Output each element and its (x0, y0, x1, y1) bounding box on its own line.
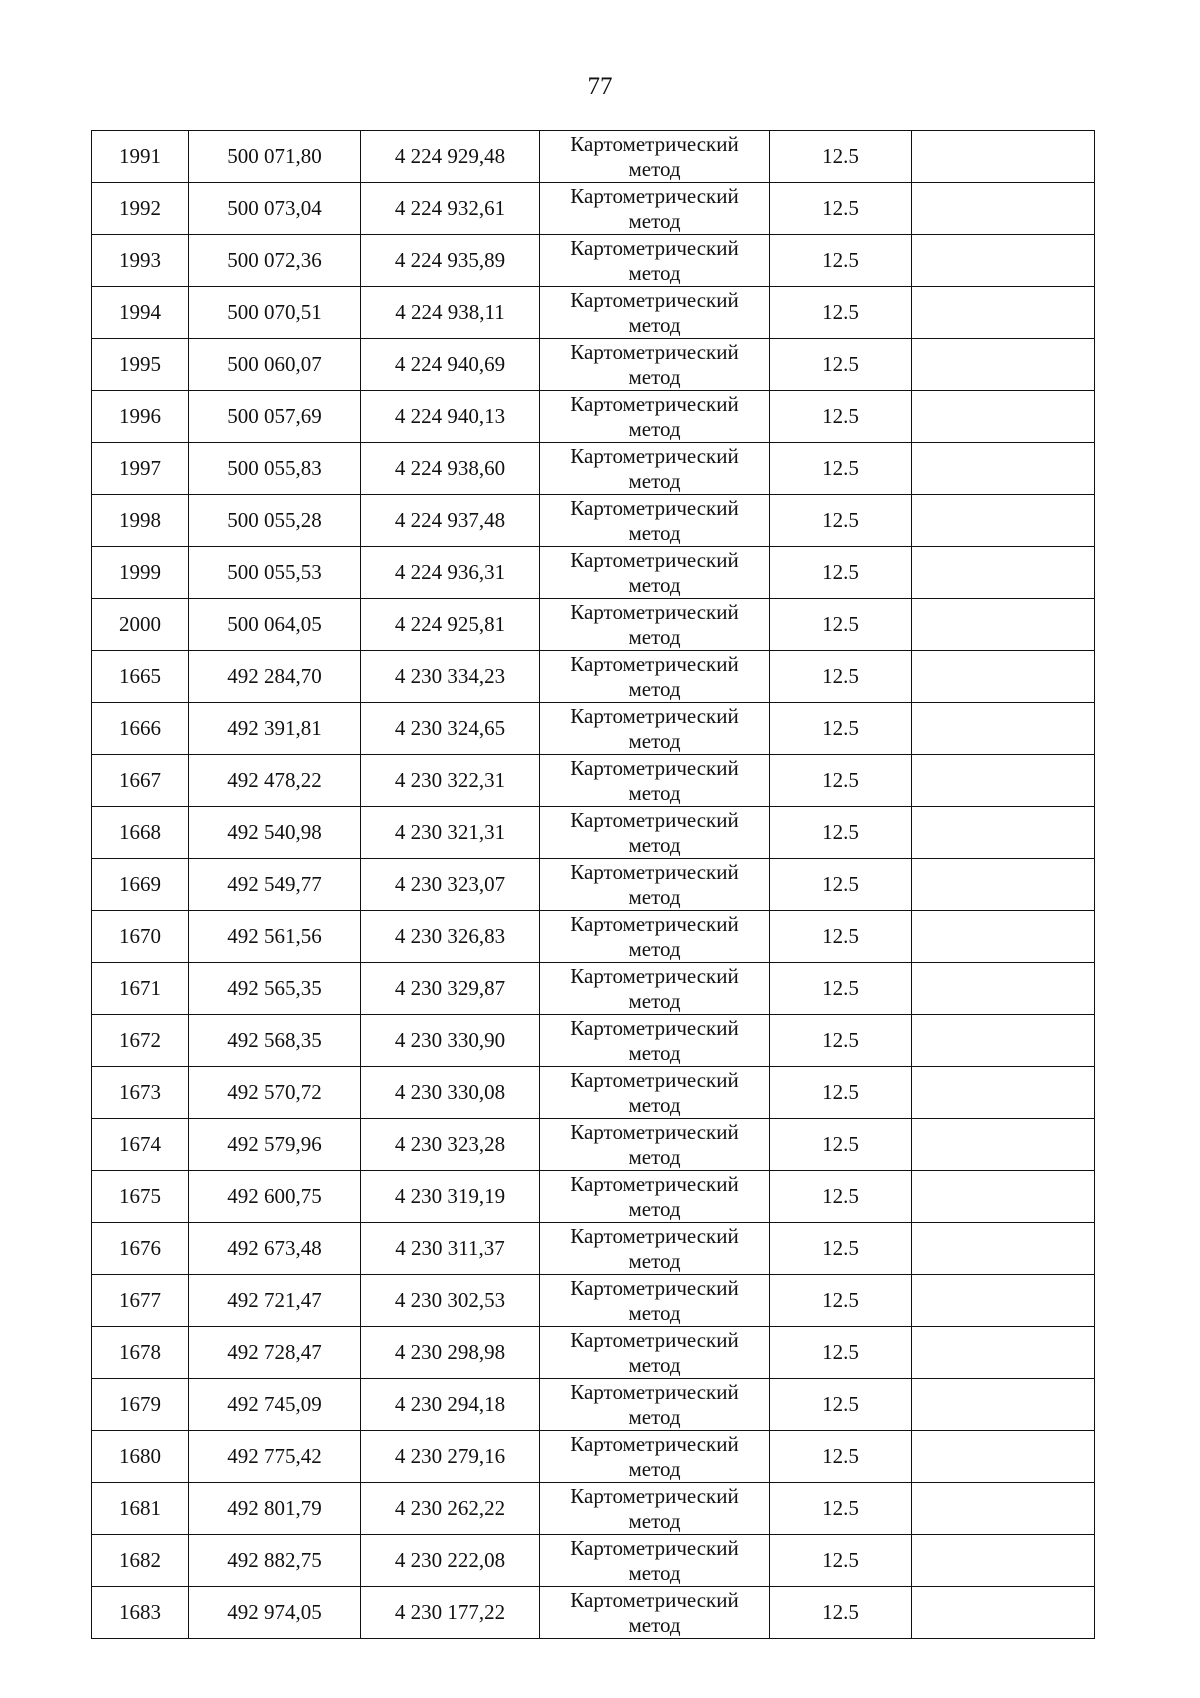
x-coordinate-cell: 492 745,09 (189, 1379, 361, 1431)
accuracy-cell: 12.5 (770, 1119, 912, 1171)
y-coordinate-cell: 4 230 177,22 (361, 1587, 540, 1639)
method-line-2: метод (628, 1248, 681, 1273)
method-line-2: метод (628, 520, 681, 545)
y-coordinate-cell: 4 230 298,98 (361, 1327, 540, 1379)
x-coordinate-cell: 500 072,36 (189, 235, 361, 287)
method-cell (540, 235, 770, 287)
table-row (92, 1067, 1095, 1119)
x-coordinate-cell: 492 284,70 (189, 651, 361, 703)
method-cell (540, 911, 770, 963)
x-coordinate-cell: 492 540,98 (189, 807, 361, 859)
accuracy-cell: 12.5 (770, 1171, 912, 1223)
method-line-1: Картометрический (570, 443, 739, 468)
method-line-2: метод (628, 416, 681, 441)
method-line-1: Картометрический (570, 859, 739, 884)
method-line-1: Картометрический (570, 183, 739, 208)
notes-cell (912, 1015, 1095, 1067)
x-coordinate-cell: 492 882,75 (189, 1535, 361, 1587)
x-coordinate-cell: 492 391,81 (189, 703, 361, 755)
method-cell (540, 1067, 770, 1119)
method-cell (540, 183, 770, 235)
method-line-2: метод (628, 468, 681, 493)
method-cell (540, 391, 770, 443)
point-number-cell: 1992 (92, 183, 189, 235)
y-coordinate-cell: 4 224 936,31 (361, 547, 540, 599)
x-coordinate-cell: 492 728,47 (189, 1327, 361, 1379)
method-line-2: метод (628, 1040, 681, 1065)
method-line-1: Картометрический (570, 963, 739, 988)
method-line-1: Картометрический (570, 547, 739, 572)
point-number-cell: 1679 (92, 1379, 189, 1431)
method-cell (540, 599, 770, 651)
table-row (92, 547, 1095, 599)
accuracy-cell: 12.5 (770, 703, 912, 755)
accuracy-cell: 12.5 (770, 391, 912, 443)
accuracy-cell: 12.5 (770, 1223, 912, 1275)
method-cell (540, 495, 770, 547)
point-number-cell: 1670 (92, 911, 189, 963)
method-line-1: Картометрический (570, 287, 739, 312)
point-number-cell: 1678 (92, 1327, 189, 1379)
notes-cell (912, 651, 1095, 703)
method-line-2: метод (628, 1352, 681, 1377)
notes-cell (912, 235, 1095, 287)
y-coordinate-cell: 4 230 329,87 (361, 963, 540, 1015)
x-coordinate-cell: 492 570,72 (189, 1067, 361, 1119)
point-number-cell: 1669 (92, 859, 189, 911)
table-row (92, 495, 1095, 547)
method-cell (540, 1431, 770, 1483)
method-line-2: метод (628, 936, 681, 961)
method-line-2: метод (628, 780, 681, 805)
x-coordinate-cell: 492 478,22 (189, 755, 361, 807)
method-line-2: метод (628, 884, 681, 909)
method-cell (540, 1483, 770, 1535)
y-coordinate-cell: 4 224 932,61 (361, 183, 540, 235)
notes-cell (912, 911, 1095, 963)
notes-cell (912, 1431, 1095, 1483)
x-coordinate-cell: 500 057,69 (189, 391, 361, 443)
x-coordinate-cell: 500 060,07 (189, 339, 361, 391)
accuracy-cell: 12.5 (770, 183, 912, 235)
table-row (92, 443, 1095, 495)
table-row (92, 1483, 1095, 1535)
method-line-1: Картометрический (570, 651, 739, 676)
notes-cell (912, 1327, 1095, 1379)
accuracy-cell: 12.5 (770, 755, 912, 807)
method-cell (540, 963, 770, 1015)
method-cell (540, 1327, 770, 1379)
point-number-cell: 1999 (92, 547, 189, 599)
method-cell (540, 755, 770, 807)
method-cell (540, 1015, 770, 1067)
point-number-cell: 1677 (92, 1275, 189, 1327)
method-cell (540, 547, 770, 599)
point-number-cell: 1671 (92, 963, 189, 1015)
y-coordinate-cell: 4 230 302,53 (361, 1275, 540, 1327)
table-row (92, 651, 1095, 703)
y-coordinate-cell: 4 230 323,07 (361, 859, 540, 911)
accuracy-cell: 12.5 (770, 1535, 912, 1587)
x-coordinate-cell: 492 721,47 (189, 1275, 361, 1327)
notes-cell (912, 339, 1095, 391)
table-row (92, 1275, 1095, 1327)
x-coordinate-cell: 492 600,75 (189, 1171, 361, 1223)
y-coordinate-cell: 4 230 279,16 (361, 1431, 540, 1483)
y-coordinate-cell: 4 230 294,18 (361, 1379, 540, 1431)
method-line-2: метод (628, 1508, 681, 1533)
method-line-1: Картометрический (570, 391, 739, 416)
point-number-cell: 1683 (92, 1587, 189, 1639)
x-coordinate-cell: 492 568,35 (189, 1015, 361, 1067)
notes-cell (912, 131, 1095, 183)
method-line-1: Картометрический (570, 1587, 739, 1612)
accuracy-cell: 12.5 (770, 1587, 912, 1639)
x-coordinate-cell: 500 070,51 (189, 287, 361, 339)
notes-cell (912, 807, 1095, 859)
notes-cell (912, 599, 1095, 651)
method-line-2: метод (628, 1560, 681, 1585)
y-coordinate-cell: 4 230 222,08 (361, 1535, 540, 1587)
table-row (92, 235, 1095, 287)
method-line-2: метод (628, 572, 681, 597)
method-cell (540, 443, 770, 495)
method-cell (540, 339, 770, 391)
coordinates-table-body (92, 131, 1095, 1639)
notes-cell (912, 1483, 1095, 1535)
accuracy-cell: 12.5 (770, 651, 912, 703)
table-row (92, 287, 1095, 339)
method-line-1: Картометрический (570, 1223, 739, 1248)
table-row (92, 131, 1095, 183)
x-coordinate-cell: 500 073,04 (189, 183, 361, 235)
notes-cell (912, 1067, 1095, 1119)
table-row (92, 1379, 1095, 1431)
method-line-2: метод (628, 1300, 681, 1325)
method-line-2: метод (628, 1612, 681, 1637)
table-row (92, 391, 1095, 443)
method-line-1: Картометрический (570, 1431, 739, 1456)
accuracy-cell: 12.5 (770, 1327, 912, 1379)
point-number-cell: 1668 (92, 807, 189, 859)
method-line-1: Картометрический (570, 1275, 739, 1300)
y-coordinate-cell: 4 230 326,83 (361, 911, 540, 963)
point-number-cell: 1665 (92, 651, 189, 703)
x-coordinate-cell: 492 974,05 (189, 1587, 361, 1639)
notes-cell (912, 859, 1095, 911)
table-row (92, 755, 1095, 807)
point-number-cell: 1675 (92, 1171, 189, 1223)
method-line-1: Картометрический (570, 911, 739, 936)
method-cell (540, 1119, 770, 1171)
x-coordinate-cell: 492 549,77 (189, 859, 361, 911)
table-row (92, 963, 1095, 1015)
table-row (92, 1171, 1095, 1223)
x-coordinate-cell: 500 064,05 (189, 599, 361, 651)
accuracy-cell: 12.5 (770, 235, 912, 287)
table-row (92, 807, 1095, 859)
table-row (92, 339, 1095, 391)
point-number-cell: 1993 (92, 235, 189, 287)
method-cell (540, 1223, 770, 1275)
method-cell (540, 1587, 770, 1639)
method-line-2: метод (628, 624, 681, 649)
method-line-2: метод (628, 260, 681, 285)
method-cell (540, 651, 770, 703)
x-coordinate-cell: 500 055,83 (189, 443, 361, 495)
method-line-1: Картометрический (570, 1067, 739, 1092)
method-line-1: Картометрический (570, 1379, 739, 1404)
point-number-cell: 1666 (92, 703, 189, 755)
page-number: 77 (587, 73, 613, 100)
table-row (92, 1431, 1095, 1483)
y-coordinate-cell: 4 230 319,19 (361, 1171, 540, 1223)
point-number-cell: 1672 (92, 1015, 189, 1067)
table-row (92, 183, 1095, 235)
notes-cell (912, 495, 1095, 547)
method-line-1: Картометрический (570, 1015, 739, 1040)
method-line-2: метод (628, 1456, 681, 1481)
table-row (92, 1015, 1095, 1067)
method-line-2: метод (628, 208, 681, 233)
method-line-1: Картометрический (570, 1119, 739, 1144)
point-number-cell: 1680 (92, 1431, 189, 1483)
table-row (92, 1327, 1095, 1379)
x-coordinate-cell: 492 565,35 (189, 963, 361, 1015)
notes-cell (912, 1119, 1095, 1171)
y-coordinate-cell: 4 230 311,37 (361, 1223, 540, 1275)
method-line-2: метод (628, 676, 681, 701)
y-coordinate-cell: 4 230 330,90 (361, 1015, 540, 1067)
accuracy-cell: 12.5 (770, 1379, 912, 1431)
method-line-1: Картометрический (570, 1327, 739, 1352)
y-coordinate-cell: 4 230 330,08 (361, 1067, 540, 1119)
notes-cell (912, 1379, 1095, 1431)
point-number-cell: 1996 (92, 391, 189, 443)
method-cell (540, 1535, 770, 1587)
point-number-cell: 1681 (92, 1483, 189, 1535)
method-cell (540, 1171, 770, 1223)
y-coordinate-cell: 4 230 262,22 (361, 1483, 540, 1535)
method-line-2: метод (628, 364, 681, 389)
notes-cell (912, 703, 1095, 755)
method-line-1: Картометрический (570, 1483, 739, 1508)
accuracy-cell: 12.5 (770, 1275, 912, 1327)
accuracy-cell: 12.5 (770, 807, 912, 859)
notes-cell (912, 183, 1095, 235)
x-coordinate-cell: 492 673,48 (189, 1223, 361, 1275)
method-line-2: метод (628, 988, 681, 1013)
x-coordinate-cell: 500 071,80 (189, 131, 361, 183)
x-coordinate-cell: 492 579,96 (189, 1119, 361, 1171)
y-coordinate-cell: 4 224 940,69 (361, 339, 540, 391)
y-coordinate-cell: 4 224 938,11 (361, 287, 540, 339)
x-coordinate-cell: 500 055,28 (189, 495, 361, 547)
y-coordinate-cell: 4 230 323,28 (361, 1119, 540, 1171)
point-number-cell: 1994 (92, 287, 189, 339)
point-number-cell: 1673 (92, 1067, 189, 1119)
table-row (92, 911, 1095, 963)
y-coordinate-cell: 4 230 324,65 (361, 703, 540, 755)
table-row (92, 1223, 1095, 1275)
x-coordinate-cell: 492 561,56 (189, 911, 361, 963)
accuracy-cell: 12.5 (770, 287, 912, 339)
y-coordinate-cell: 4 230 321,31 (361, 807, 540, 859)
method-line-2: метод (628, 832, 681, 857)
notes-cell (912, 1275, 1095, 1327)
method-line-1: Картометрический (570, 1535, 739, 1560)
accuracy-cell: 12.5 (770, 859, 912, 911)
method-line-1: Картометрический (570, 495, 739, 520)
notes-cell (912, 963, 1095, 1015)
point-number-cell: 1676 (92, 1223, 189, 1275)
table-row (92, 1119, 1095, 1171)
point-number-cell: 1997 (92, 443, 189, 495)
method-cell (540, 859, 770, 911)
coordinates-table (91, 130, 1095, 1639)
y-coordinate-cell: 4 224 935,89 (361, 235, 540, 287)
accuracy-cell: 12.5 (770, 443, 912, 495)
notes-cell (912, 391, 1095, 443)
notes-cell (912, 1171, 1095, 1223)
point-number-cell: 1991 (92, 131, 189, 183)
method-line-1: Картометрический (570, 235, 739, 260)
accuracy-cell: 12.5 (770, 963, 912, 1015)
y-coordinate-cell: 4 230 322,31 (361, 755, 540, 807)
table-row (92, 703, 1095, 755)
method-cell (540, 807, 770, 859)
method-line-2: метод (628, 728, 681, 753)
table-row (92, 599, 1095, 651)
notes-cell (912, 547, 1095, 599)
notes-cell (912, 1535, 1095, 1587)
method-line-1: Картометрический (570, 339, 739, 364)
point-number-cell: 1667 (92, 755, 189, 807)
method-line-2: метод (628, 312, 681, 337)
y-coordinate-cell: 4 224 940,13 (361, 391, 540, 443)
accuracy-cell: 12.5 (770, 1067, 912, 1119)
accuracy-cell: 12.5 (770, 911, 912, 963)
table-row (92, 1587, 1095, 1639)
method-line-2: метод (628, 1144, 681, 1169)
notes-cell (912, 287, 1095, 339)
table-row (92, 1535, 1095, 1587)
method-line-2: метод (628, 1404, 681, 1429)
method-cell (540, 131, 770, 183)
accuracy-cell: 12.5 (770, 1431, 912, 1483)
method-cell (540, 1275, 770, 1327)
table-row (92, 859, 1095, 911)
y-coordinate-cell: 4 224 929,48 (361, 131, 540, 183)
y-coordinate-cell: 4 224 937,48 (361, 495, 540, 547)
point-number-cell: 1674 (92, 1119, 189, 1171)
accuracy-cell: 12.5 (770, 339, 912, 391)
y-coordinate-cell: 4 230 334,23 (361, 651, 540, 703)
point-number-cell: 1998 (92, 495, 189, 547)
y-coordinate-cell: 4 224 938,60 (361, 443, 540, 495)
method-line-1: Картометрический (570, 1171, 739, 1196)
accuracy-cell: 12.5 (770, 1483, 912, 1535)
method-line-1: Картометрический (570, 755, 739, 780)
notes-cell (912, 443, 1095, 495)
accuracy-cell: 12.5 (770, 495, 912, 547)
method-line-1: Картометрический (570, 703, 739, 728)
accuracy-cell: 12.5 (770, 1015, 912, 1067)
accuracy-cell: 12.5 (770, 599, 912, 651)
point-number-cell: 2000 (92, 599, 189, 651)
method-line-2: метод (628, 1196, 681, 1221)
x-coordinate-cell: 492 775,42 (189, 1431, 361, 1483)
notes-cell (912, 1223, 1095, 1275)
point-number-cell: 1995 (92, 339, 189, 391)
point-number-cell: 1682 (92, 1535, 189, 1587)
method-line-1: Картометрический (570, 807, 739, 832)
x-coordinate-cell: 500 055,53 (189, 547, 361, 599)
method-cell (540, 703, 770, 755)
method-line-2: метод (628, 156, 681, 181)
method-cell (540, 1379, 770, 1431)
method-line-1: Картометрический (570, 131, 739, 156)
method-cell (540, 287, 770, 339)
notes-cell (912, 755, 1095, 807)
accuracy-cell: 12.5 (770, 131, 912, 183)
notes-cell (912, 1587, 1095, 1639)
method-line-2: метод (628, 1092, 681, 1117)
accuracy-cell: 12.5 (770, 547, 912, 599)
method-line-1: Картометрический (570, 599, 739, 624)
y-coordinate-cell: 4 224 925,81 (361, 599, 540, 651)
x-coordinate-cell: 492 801,79 (189, 1483, 361, 1535)
